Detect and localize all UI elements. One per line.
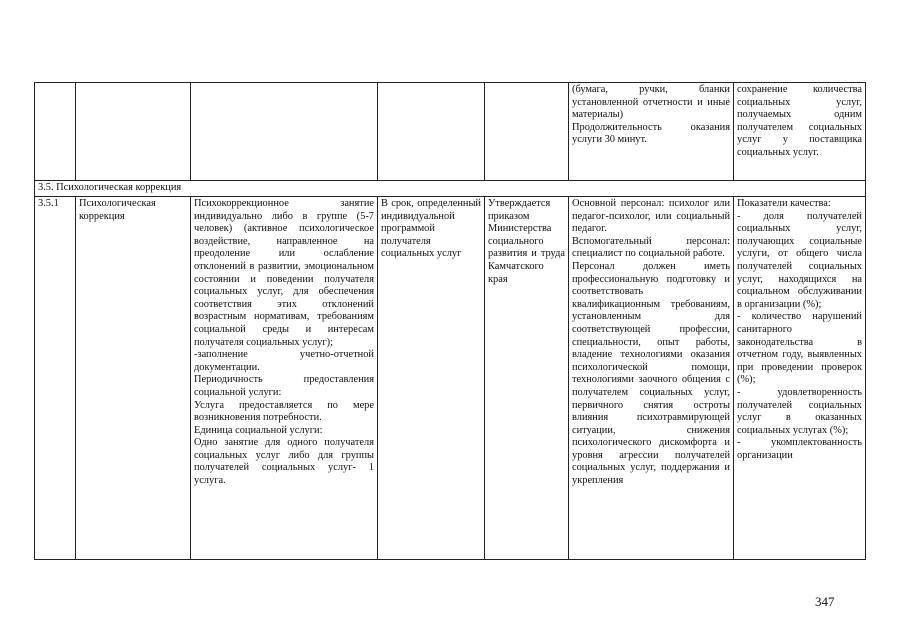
- description-paragraph: Периодичность предоставления социальной услуги:: [194, 374, 374, 398]
- indicators-paragraph: - количество нарушений санитарного законодательства в отчетном году, выявленных при проведении проверок (%);: [737, 311, 862, 386]
- cell-term: В срок, определенный индивидуальной программой получателя социальных услуг: [378, 197, 485, 560]
- cell-approved: Утверждается приказом Министерства социального развития и труда Камчатского края: [485, 197, 569, 560]
- description-paragraph: Психокоррекционное занятие индивидуально либо в группе (5-7 человек) (активное психологическое воздействие, направленное на преодоление или ослабление отклонений в развитии, эмоциональном состоянии и поведении получателя социальных услуг, для обеспечения соответствия этих отклонений возрастным нормативам, требованиям социальной среды и интересам получателя социальных услуг);: [194, 198, 374, 348]
- cell-service-name: Психологическая коррекция: [76, 197, 191, 560]
- cell-empty: [191, 83, 378, 181]
- cell-number: 3.5.1: [35, 197, 76, 560]
- cell-empty: [485, 83, 569, 181]
- table-row: [35, 197, 866, 560]
- description-paragraph: Услуга предоставляется по мере возникновения потребности.: [194, 399, 374, 424]
- cell-conditions-continued: (бумага, ручки, бланки установленной отчетности и иные материалы) Продолжительность оказания услуги 30 минут.: [569, 83, 734, 181]
- table-row-continued: [35, 83, 866, 181]
- cell-empty: [76, 83, 191, 181]
- conditions-paragraph: Персонал должен иметь профессиональную подготовку и соответствовать квалификационным требованиям, установленным для соответствующей профессии, специальности, опыт работы, владение технологиями оказания психологической помощи, технологиями заочного общения с получателем социальных услуг, первичного снятия остроты влияния психотравмирующей ситуации, снижения психологического дискомфорта и уровня агрессии получателей социальных услуг, поддержания и укрепления: [572, 260, 730, 487]
- indicators-paragraph: - укомплектованность организации: [737, 437, 862, 461]
- conditions-paragraph: Основной персонал: психолог или педагог-психолог, или социальный педагог.: [572, 198, 730, 235]
- cell-indicators-continued: сохранение количества социальных услуг, получаемых одним получателем социальных услуг у поставщика социальных услуг.: [734, 83, 866, 181]
- cell-description: [191, 197, 378, 560]
- cell-indicators: [734, 197, 866, 560]
- cell-empty: [35, 83, 76, 181]
- description-paragraph: Единица социальной услуги:: [194, 424, 323, 436]
- section-header-row: [35, 181, 866, 197]
- conditions-paragraph: Вспомогательный персонал: специалист по социальной работе.: [572, 235, 730, 260]
- services-table: [34, 82, 866, 560]
- description-paragraph: Одно занятие для одного получателя социальных услуг либо для группы получателей социальных услуг- 1 услуга.: [194, 437, 374, 487]
- cell-empty: [378, 83, 485, 181]
- indicators-paragraph: - удовлетворенность получателей социальных услуг в оказанных социальных услугах (%);: [737, 386, 862, 436]
- indicators-paragraph: Показатели качества:: [737, 198, 831, 209]
- section-title: 3.5. Психологическая коррекция: [35, 181, 866, 197]
- page-number: 347: [815, 594, 835, 609]
- cell-conditions: [569, 197, 734, 560]
- indicators-paragraph: - доля получателей социальных услуг, получающих социальные услуги, от общего числа получателей социальных услуг, находящихся на социальном обслуживании в организации (%);: [737, 210, 862, 310]
- description-paragraph: -заполнение учетно-отчетной документации.: [194, 349, 374, 373]
